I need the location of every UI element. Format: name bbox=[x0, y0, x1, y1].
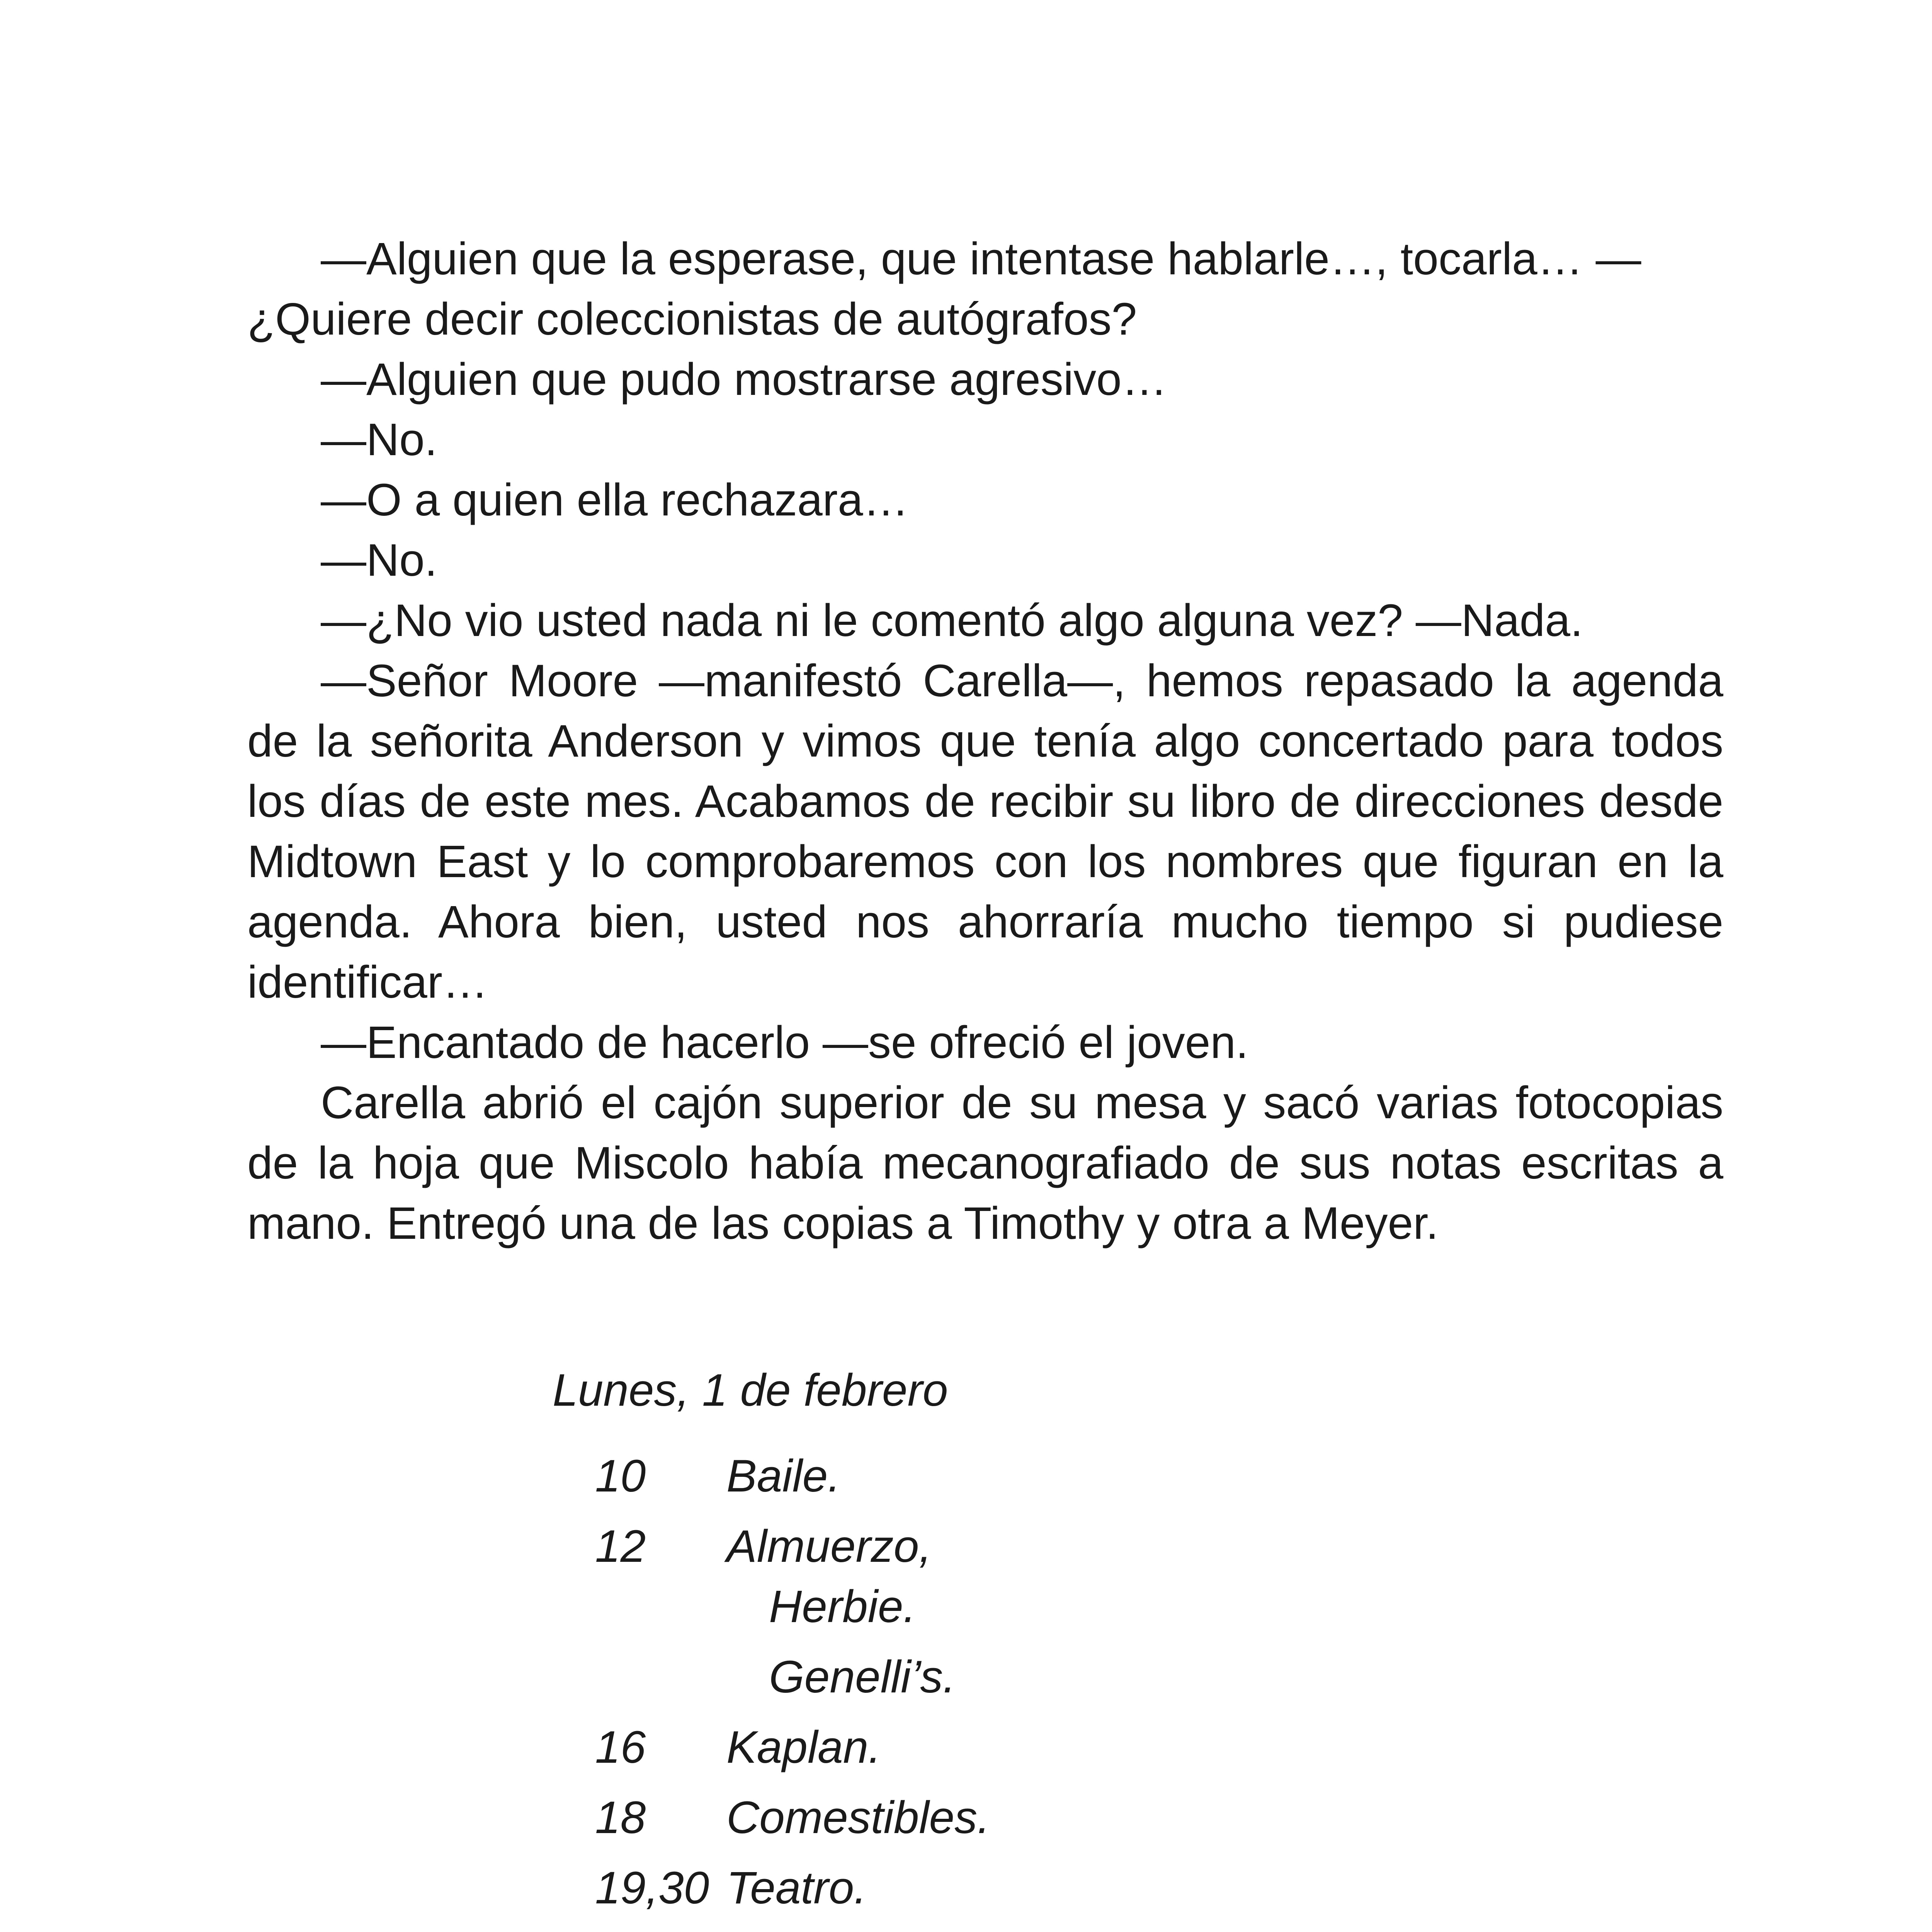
paragraph: —Alguien que pudo mostrarse agresivo… bbox=[321, 354, 1167, 405]
paragraph: —¿No vio usted nada ni le comentó algo alguna vez? —Nada. bbox=[321, 595, 1583, 646]
agenda-schedule bbox=[553, 1360, 1248, 1928]
paragraph: —Alguien que la esperase, que intentase hablarle…, tocarla… —¿Quiere decir coleccionistas de autógrafos? bbox=[247, 233, 1641, 345]
paragraph: —No. bbox=[321, 414, 437, 465]
schedule-time: 10 bbox=[595, 1451, 646, 1502]
schedule-time: 19,30 bbox=[595, 1862, 709, 1913]
schedule-time: 16 bbox=[595, 1722, 646, 1773]
paragraph: —O a quien ella rechazara… bbox=[321, 474, 909, 526]
schedule-row bbox=[553, 1516, 1248, 1577]
paragraph: —Encantado de hacerlo —se ofreció el joven. bbox=[321, 1017, 1248, 1068]
schedule-date-heading: Lunes, 1 de febrero bbox=[553, 1365, 948, 1416]
schedule-row bbox=[553, 1446, 1248, 1506]
paragraph: —No. bbox=[321, 535, 437, 586]
schedule-entry: Comestibles. bbox=[726, 1792, 990, 1843]
schedule-entry: Teatro. bbox=[726, 1862, 867, 1913]
schedule-entry-continued: Genelli’s. bbox=[769, 1651, 956, 1702]
top-text-block bbox=[247, 229, 1723, 1253]
schedule-row bbox=[553, 1717, 1248, 1777]
schedule-entry-continued: Herbie. bbox=[769, 1581, 916, 1632]
schedule-time: 18 bbox=[595, 1792, 646, 1843]
schedule-row bbox=[553, 1858, 1248, 1918]
schedule-entry: Baile. bbox=[726, 1451, 841, 1502]
schedule-entry: Almuerzo, bbox=[726, 1521, 932, 1572]
schedule-row bbox=[553, 1787, 1248, 1848]
paragraph: —Señor Moore —manifestó Carella—, hemos repasado la agenda de la señorita Anderson y vimos que tenía algo concertado para todos los días de este mes. Acabamos de recibir su libro de direcciones desde Midtown East y lo comprobaremos con los nombres que figuran en la agenda. Ahora bien, usted nos ahorraría mucho tiempo si pudiese identificar… bbox=[247, 655, 1723, 1008]
schedule-entry: Kaplan. bbox=[726, 1722, 881, 1773]
schedule-time: 12 bbox=[595, 1521, 646, 1572]
paragraph: Carella abrió el cajón superior de su mesa y sacó varias fotocopias de la hoja que Miscolo había mecanografiado de sus notas escritas a mano. Entregó una de las copias a Timothy y otra a Meyer. bbox=[247, 1077, 1723, 1249]
